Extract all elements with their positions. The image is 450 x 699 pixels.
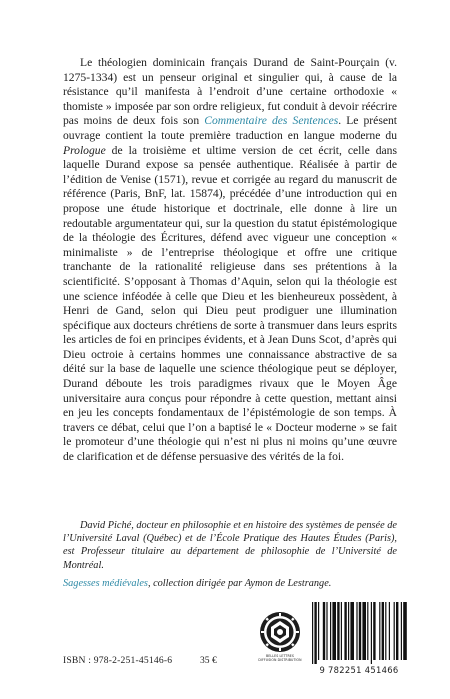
blurb-text-2: . Le présent ouvrage contient la toute première traduction en langue moderne du (63, 114, 397, 142)
barcode-bar (312, 602, 313, 664)
barcode-bar (348, 602, 349, 660)
barcode-bar (401, 602, 402, 660)
barcode-bar (396, 602, 398, 660)
barcode-bar (394, 602, 395, 660)
collection-name: Sagesses médiévales (63, 578, 148, 589)
price: 35 € (200, 655, 217, 666)
barcode-bar (371, 602, 372, 664)
barcode-bar (362, 602, 366, 660)
blurb-paragraph (63, 56, 397, 465)
collection-line (63, 577, 397, 590)
barcode-bar (318, 602, 319, 660)
barcode-bar (344, 602, 346, 660)
blurb-text-3: de la troisième et ultime version de cet écrit, celle dans laquelle Durand expose sa pensée authentique. Réalisée à partir de l’édition de Venise (1571), revue et corrigée au regard du manuscrit de référence (Paris, BnF, lat. 15874), précédée d’une introduction qui en propose une étude historique et doctrinale, elle donne à lire un redoutable argumentateur qui, sur la question du statut épistémologique de la théologie des Écritures, défend avec vigueur une conception « minimaliste » de l’entreprise théologique et offre une critique tranchante de la rationalité religieuse dans ses prétentions à la scientificité. S’opposant à Thomas d’Aquin, selon qui la théologie est une science inféodée à celle que Dieu et les bienheureux possèdent, à Henri de Gand, selon qui Dieu peut prodiguer une illumination spécifique aux docteurs chrétiens de sorte à transmuer dans leurs esprits les articles de foi en principes évidents, et à Jean Duns Scot, d’après qui Dieu octroie à certains hommes une connaissance abstractive de sa déité sur la base de laquelle une science théologique peut se déployer, Durand déboute les trois paradigmes rivaux que le Moyen Âge universitaire aura conçus pour répondre à cette question, mettant ainsi en jeu les concepts fondamentaux de l’épistémologie de son temps. À travers ce débat, celui que l’on a baptisé le « Docteur moderne » se fait le promoteur d’une théologie qui n’est ni plus ni moins qu’une œuvre de clarification et de défense persuasive des vérités de la foi. (63, 143, 397, 464)
barcode-bar (326, 602, 327, 660)
barcode-digits: 9 782251 451466 (319, 665, 399, 675)
back-cover-blurb (63, 56, 397, 465)
author-bio: David Piché, docteur en philosophie et en histoire des systèmes de pensée de l’Université Laval (Québec) et de l’École Pratique des Hautes Études (Paris), est Professeur titulaire au département de philosophie de l’Université de Montréal. (63, 520, 397, 571)
barcode-bar (330, 602, 331, 660)
barcode-bar (389, 602, 390, 660)
barcode-bar (359, 602, 361, 660)
barcode-bar (385, 602, 386, 660)
barcode-bar (382, 602, 384, 660)
prologue-title: Prologue (63, 143, 106, 157)
collection-editor: , collection dirigée par Aymon de Lestrange. (147, 578, 332, 589)
publisher-logo-text: BELLES LETTRES DIFFUSION DISTRIBUTION (258, 654, 302, 662)
barcode-bar (403, 602, 407, 660)
barcode (306, 600, 412, 676)
barcode-bar (367, 602, 368, 660)
barcode-bar (379, 602, 380, 660)
publisher-emblem-icon (258, 610, 302, 654)
barcode-bar (341, 602, 342, 660)
blurb-text-1: Le théologien dominicain français Durand de Saint-Pourçain (v. 1275-1334) est un penseur original et singulier qui, à cause de la résistance qu’il manifesta à l’endroit d’une certaine orthodoxie « thomiste » imposée par son ordre religieux, fut conduit à devoir réécrire pas moins de deux fois son (63, 56, 397, 128)
barcode-bar (373, 602, 375, 660)
barcode-bar (350, 602, 354, 660)
barcode-bar (323, 602, 325, 660)
barcode-bar (356, 602, 357, 660)
isbn: ISBN : 978-2-251-45146-6 (63, 655, 173, 666)
barcode-bar (337, 602, 339, 660)
book-title-link: Commentaire des Sentences (204, 114, 339, 128)
barcode-bar (332, 602, 336, 660)
barcode-bars (306, 600, 412, 664)
barcode-bar (314, 602, 316, 664)
publisher-logo (258, 610, 302, 670)
